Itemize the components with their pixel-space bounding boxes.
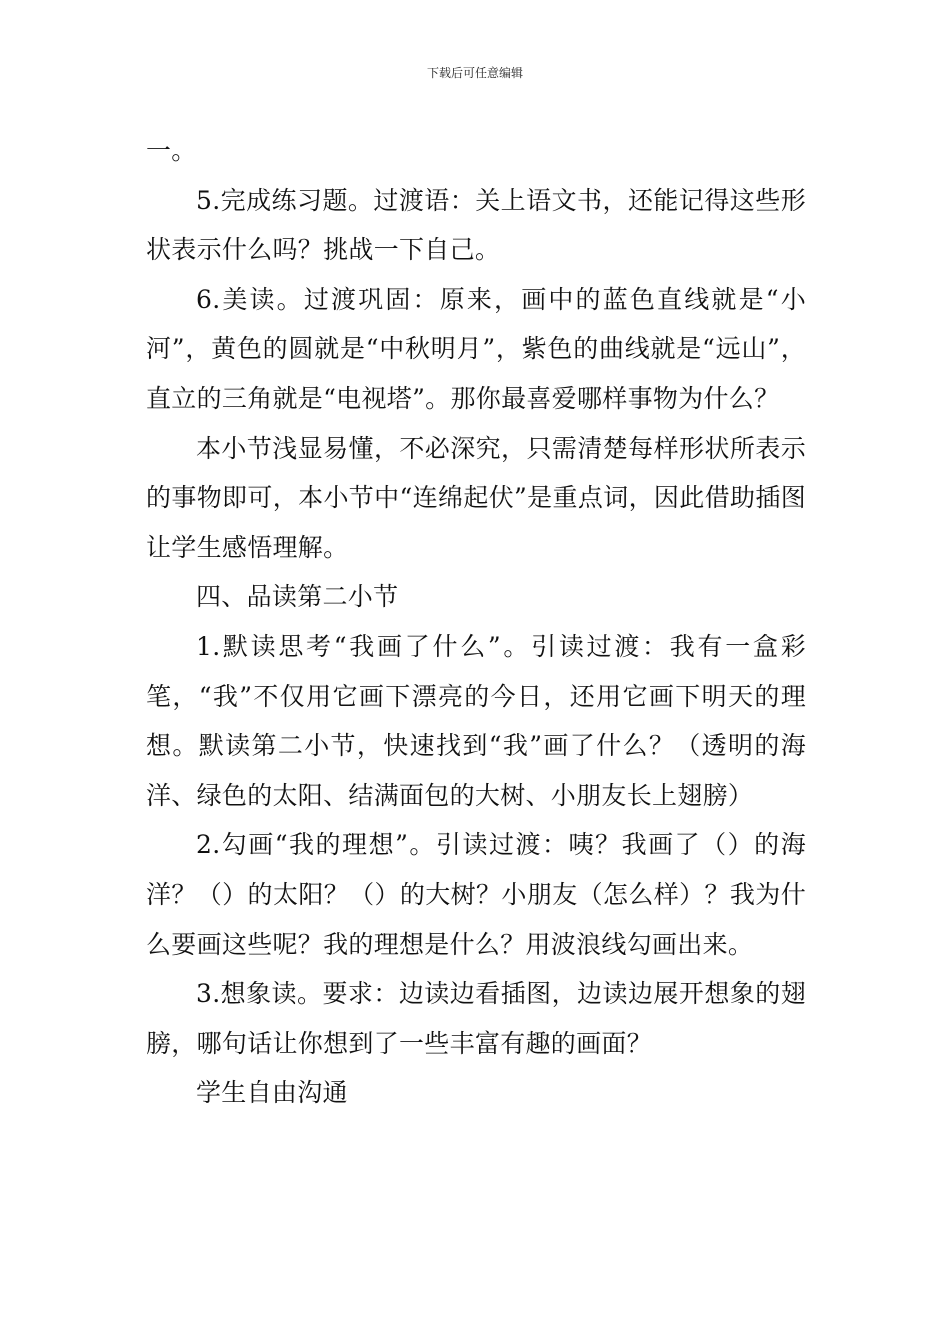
page-header-note: 下载后可任意编辑 [426, 66, 523, 80]
paragraph-student-discussion: 学生自由沟通 [196, 1078, 348, 1108]
paragraph-summary: 本小节浅显易懂，不必深究，只需清楚每样形状所表示的事物即可，本小节中“连绵起伏”是重点词，因此借助插图让学生感悟理解。 [146, 433, 806, 562]
paragraph-step-3: 3.想象读。要求：边读边看插图，边读边展开想象的翅膀，哪句话让你想到了一些丰富有趣的画面？ [146, 979, 806, 1058]
paragraph-step-5: 5.完成练习题。过渡语：关上语文书，还能记得这些形状表示什么吗？挑战一下自己。 [146, 185, 806, 265]
document-body [146, 126, 806, 1118]
paragraph-step-1: 1.默读思考“我画了什么”。引读过渡：我有一盒彩笔，“我”不仅用它画下漂亮的今日，还用它画下明天的理想。默读第二小节，快速找到“我”画了什么？（透明的海洋、绿色的太阳、结满面包的大树、小朋友长上翅膀） [146, 631, 806, 810]
paragraph-step-2: 2.勾画“我的理想”。引读过渡：咦？我画了（）的海洋？（）的太阳？（）的大树？小朋友（怎么样）？我为什么要画这些呢？我的理想是什么？用波浪线勾画出来。 [146, 830, 806, 959]
paragraph-step-6: 6.美读。过渡巩固：原来，画中的蓝色直线就是“小河”，黄色的圆就是“中秋明月”，紫色的曲线就是“远山”，直立的三角就是“电视塔”。那你最喜爱哪样事物为什么？ [146, 284, 806, 413]
section-heading-four: 四、品读第二小节 [196, 582, 399, 612]
paragraph-continuation: 一。 [146, 136, 197, 165]
